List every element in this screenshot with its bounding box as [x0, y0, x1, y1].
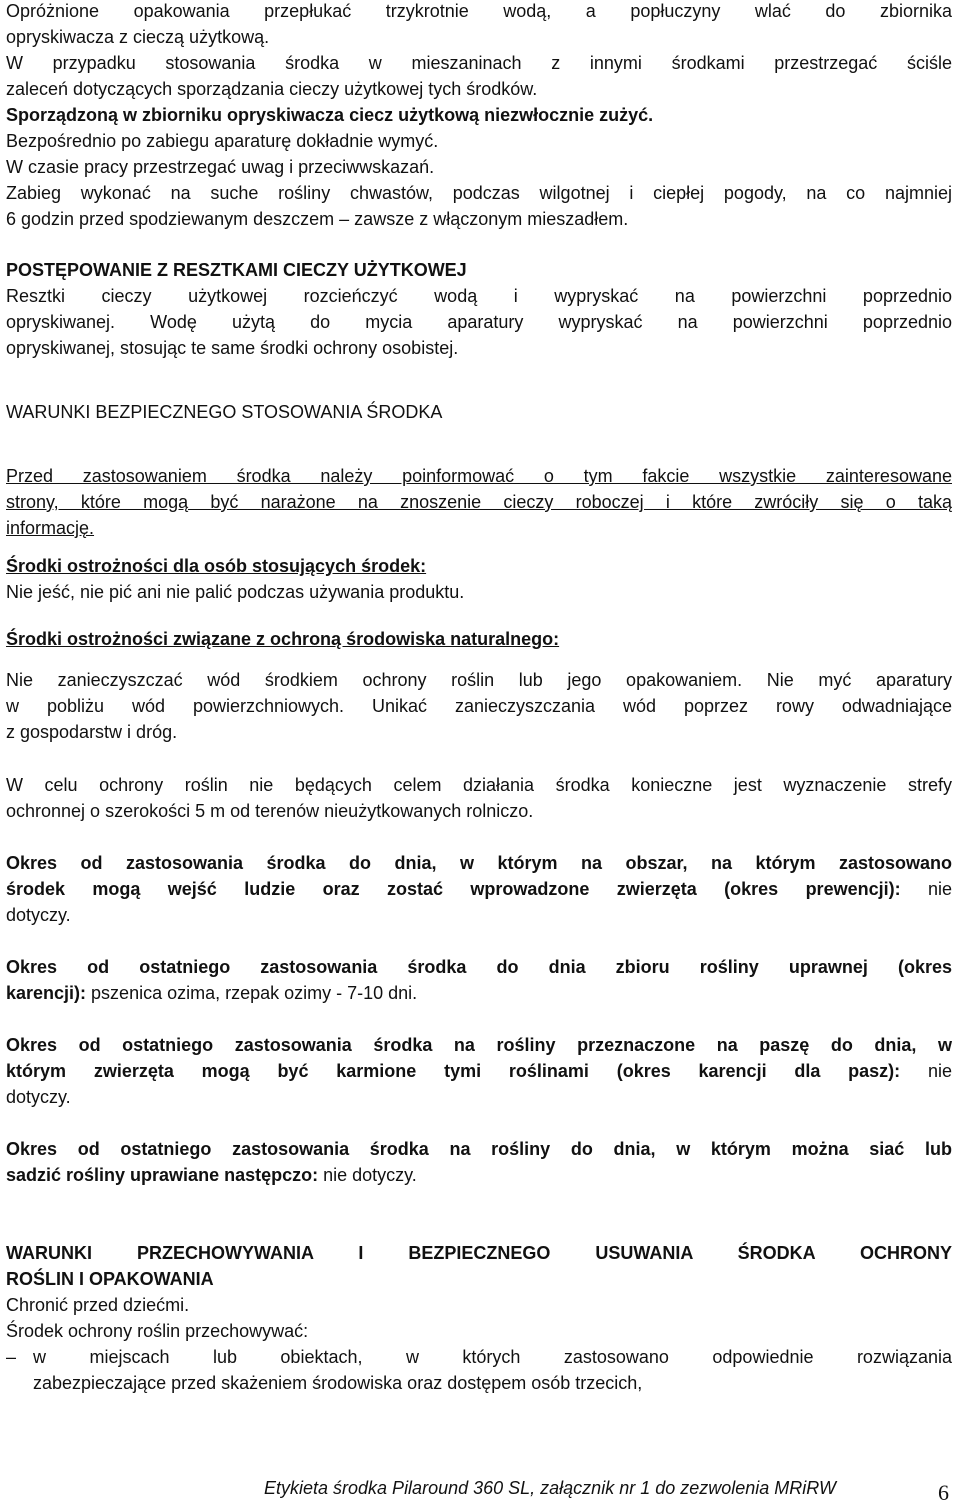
environment-line-1: Nie zanieczyszczać wód środkiem ochrony roślin lub jego opakowaniem. Nie myć aparatury — [6, 670, 952, 690]
succession-value: nie dotyczy. — [318, 1165, 417, 1185]
inform-line-3: informację. — [6, 518, 95, 538]
environment-line-3: z gospodarstw i dróg. — [6, 722, 178, 742]
page-footer: Etykieta środka Pilaround 360 SL, załącznik nr 1 do zezwolenia MRiRW — [264, 1478, 836, 1498]
users-precautions-text: Nie jeść, nie pić ani nie palić podczas używania produktu. — [6, 582, 465, 602]
residues-line-2: opryskiwanej. Wodę użytą do mycia aparatury wypryskać na powierzchni poprzednio — [6, 312, 952, 332]
intro-line-6: Bezpośrednio po zabiegu aparaturę dokładnie wymyć. — [6, 131, 439, 151]
page-number: 6 — [938, 1480, 949, 1505]
inform-line-2: strony, które mogą być narażone na znoszenie cieczy roboczej i które zwróciły się o taką — [6, 492, 952, 512]
environment-heading: Środki ostrożności związane z ochroną środowiska naturalnego: — [6, 629, 560, 649]
feed-value: nie — [900, 1061, 952, 1081]
succession-line-1: Okres od ostatniego zastosowania środka na rośliny do dnia, w którym można siać lub — [6, 1139, 952, 1159]
succession-label: sadzić rośliny uprawiane następczo: — [6, 1165, 319, 1185]
inform-line-1: Przed zastosowaniem środka należy poinformować o tym fakcie wszystkie zainteresowane — [6, 466, 952, 486]
feed-label: którym zwierzęta mogą być karmione tymi roślinami (okres karencji dla pasz): — [6, 1061, 901, 1081]
feed-line-2 — [6, 1058, 952, 1084]
reentry-line-3: dotyczy. — [6, 905, 71, 925]
storage-intro: Środek ochrony roślin przechowywać: — [6, 1321, 309, 1341]
safety-heading: WARUNKI BEZPIECZNEGO STOSOWANIA ŚRODKA — [6, 402, 443, 422]
reentry-line-1: Okres od zastosowania środka do dnia, w którym na obszar, na którym zastosowano — [6, 853, 952, 873]
storage-heading-line-2: ROŚLIN I OPAKOWANIA — [6, 1269, 214, 1289]
buffer-zone-line-2: ochronnej o szerokości 5 m od terenów nieużytkowanych rolniczo. — [6, 801, 534, 821]
intro-line-1: Opróżnione opakowania przepłukać trzykrotnie wodą, a popłuczyny wlać do zbiornika — [6, 1, 952, 21]
residues-line-3: opryskiwanej, stosując te same środki ochrony osobistej. — [6, 338, 459, 358]
preharvest-label: karencji): — [6, 983, 87, 1003]
intro-line-5: Sporządzoną w zbiorniku opryskiwacza ciecz użytkową niezwłocznie zużyć. — [6, 105, 654, 125]
reentry-line-2 — [6, 876, 952, 902]
users-precautions-heading: Środki ostrożności dla osób stosujących środek: — [6, 556, 427, 576]
environment-line-2: w pobliżu wód powierzchniowych. Unikać zanieczyszczania wód poprzez rowy odwadniające — [6, 696, 952, 716]
bullet-dash: – — [6, 1347, 17, 1367]
preharvest-line-2 — [6, 980, 417, 1006]
reentry-label: środek mogą wejść ludzie oraz zostać wprowadzone zwierzęta (okres prewencji): — [6, 879, 901, 899]
storage-bullet-line-2: zabezpieczające przed skażeniem środowiska oraz dostępem osób trzecich, — [33, 1373, 643, 1393]
storage-children: Chronić przed dziećmi. — [6, 1295, 190, 1315]
preharvest-value: pszenica ozima, rzepak ozimy - 7-10 dni. — [86, 983, 418, 1003]
intro-line-9: 6 godzin przed spodziewanym deszczem – zawsze z włączonym mieszadłem. — [6, 209, 629, 229]
residues-heading: POSTĘPOWANIE Z RESZTKAMI CIECZY UŻYTKOWEJ — [6, 260, 467, 280]
succession-line-2 — [6, 1162, 417, 1188]
intro-line-7: W czasie pracy przestrzegać uwag i przeciwwskazań. — [6, 157, 435, 177]
feed-line-3: dotyczy. — [6, 1087, 71, 1107]
storage-heading-line-1: WARUNKI PRZECHOWYWANIA I BEZPIECZNEGO USUWANIA ŚRODKA OCHRONY — [6, 1243, 952, 1263]
intro-line-8: Zabieg wykonać na suche rośliny chwastów, podczas wilgotnej i ciepłej pogody, na co najmniej — [6, 183, 952, 203]
feed-line-1: Okres od ostatniego zastosowania środka na rośliny przeznaczone na paszę do dnia, w — [6, 1035, 952, 1055]
reentry-value: nie — [900, 879, 952, 899]
storage-bullet-line-1: w miejscach lub obiektach, w których zastosowano odpowiednie rozwiązania — [33, 1347, 952, 1367]
intro-line-3: W przypadku stosowania środka w mieszaninach z innymi środkami przestrzegać ściśle — [6, 53, 952, 73]
intro-line-2: opryskiwacza z cieczą użytkową. — [6, 27, 270, 47]
buffer-zone-line-1: W celu ochrony roślin nie będących celem działania środka konieczne jest wyznaczenie strefy — [6, 775, 952, 795]
intro-line-4: zaleceń dotyczących sporządzania cieczy użytkowej tych środków. — [6, 79, 538, 99]
residues-line-1: Resztki cieczy użytkowej rozcieńczyć wodą i wypryskać na powierzchni poprzednio — [6, 286, 952, 306]
preharvest-line-1: Okres od ostatniego zastosowania środka do dnia zbioru rośliny uprawnej (okres — [6, 957, 952, 977]
